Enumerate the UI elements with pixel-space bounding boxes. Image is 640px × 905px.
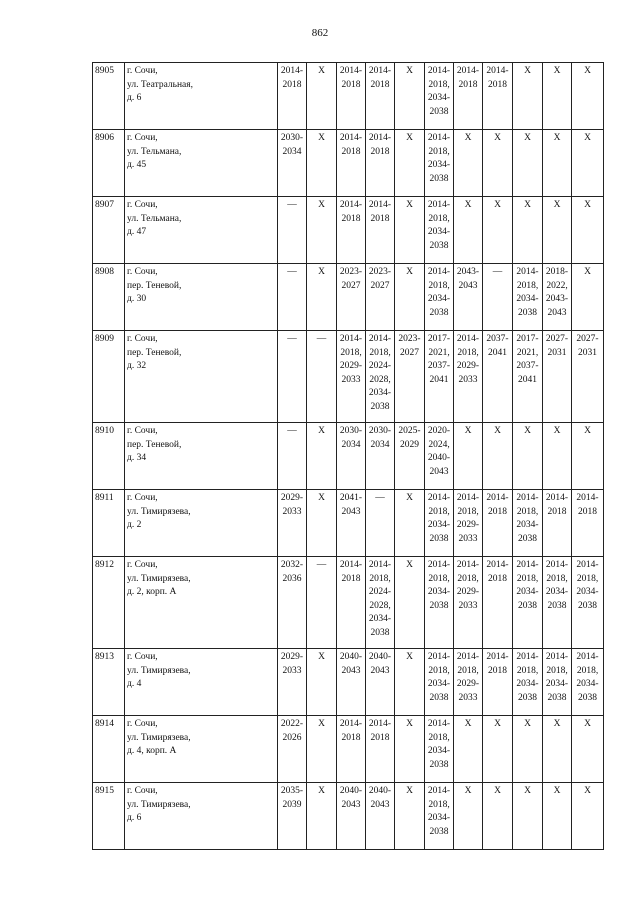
address-line: д. 2, корп. А	[127, 587, 177, 597]
period-cell: 2014- 2018	[543, 490, 572, 557]
period-cell: 2037- 2041	[483, 331, 513, 423]
table-row	[93, 423, 604, 490]
address-line: г. Сочи,	[127, 719, 158, 729]
period-cell: 2014- 2018	[366, 197, 395, 264]
period-cell: X	[454, 716, 483, 783]
period-cell: 2018- 2022, 2043- 2043	[543, 264, 572, 331]
address-line: д. 6	[127, 813, 142, 823]
period-cell: X	[454, 783, 483, 850]
address-cell	[125, 557, 278, 649]
period-cell: 2014- 2018	[572, 490, 604, 557]
period-cell: 2014- 2018, 2034- 2038	[425, 649, 454, 716]
period-cell: X	[543, 63, 572, 130]
address-line: ул. Тимирязева,	[127, 506, 191, 517]
period-cell: X	[454, 197, 483, 264]
period-cell: 2014- 2018, 2034- 2038	[543, 649, 572, 716]
records-body	[93, 63, 604, 850]
address-line: г. Сочи,	[127, 66, 158, 76]
period-cell: X	[395, 490, 425, 557]
table-row	[93, 264, 604, 331]
period-cell: 2014- 2018	[337, 197, 366, 264]
records-table	[92, 62, 604, 850]
period-cell: 2014- 2018	[483, 490, 513, 557]
period-cell: 2027- 2031	[572, 331, 604, 423]
period-cell: 2014- 2018, 2029- 2033	[454, 331, 483, 423]
address-line: г. Сочи,	[127, 267, 158, 277]
address-line: ул. Тимирязева,	[127, 573, 191, 584]
period-cell: 2030- 2034	[278, 130, 307, 197]
period-cell: X	[543, 783, 572, 850]
period-cell: —	[366, 490, 395, 557]
period-cell: X	[513, 130, 543, 197]
period-cell: X	[483, 130, 513, 197]
address-line: д. 4	[127, 679, 142, 689]
record-number: 8907	[93, 197, 125, 264]
address-cell	[125, 490, 278, 557]
period-cell: 2040- 2043	[366, 649, 395, 716]
period-cell: 2014- 2018, 2034- 2038	[513, 490, 543, 557]
period-cell: X	[307, 130, 337, 197]
period-cell: X	[395, 557, 425, 649]
address-line: ул. Тельмана,	[127, 146, 182, 157]
period-cell: —	[278, 423, 307, 490]
record-number: 8915	[93, 783, 125, 850]
address-cell	[125, 783, 278, 850]
period-cell: 2027- 2031	[543, 331, 572, 423]
period-cell: X	[572, 130, 604, 197]
address-line: г. Сочи,	[127, 652, 158, 662]
period-cell: 2014- 2018, 2029- 2033	[454, 649, 483, 716]
address-line: г. Сочи,	[127, 200, 158, 210]
period-cell: 2014- 2018, 2034- 2038	[572, 649, 604, 716]
page-number: 862	[311, 27, 329, 39]
period-cell: 2014- 2018, 2029- 2033	[454, 490, 483, 557]
period-cell: X	[483, 423, 513, 490]
period-cell: X	[543, 716, 572, 783]
period-cell: 2040- 2043	[337, 649, 366, 716]
period-cell: 2043- 2043	[454, 264, 483, 331]
period-cell: X	[572, 783, 604, 850]
address-line: д. 6	[127, 93, 142, 103]
address-line: г. Сочи,	[127, 334, 158, 344]
address-line: ул. Тельмана,	[127, 213, 182, 224]
period-cell: 2023- 2027	[366, 264, 395, 331]
period-cell: X	[483, 197, 513, 264]
period-cell: X	[395, 130, 425, 197]
address-line: д. 47	[127, 227, 147, 237]
table-row	[93, 783, 604, 850]
period-cell: 2014- 2018, 2034- 2038	[425, 63, 454, 130]
period-cell: 2014- 2018, 2034- 2038	[425, 264, 454, 331]
address-cell	[125, 130, 278, 197]
period-cell: 2014- 2018	[337, 557, 366, 649]
record-number: 8908	[93, 264, 125, 331]
period-cell: 2023- 2027	[337, 264, 366, 331]
period-cell: X	[454, 130, 483, 197]
period-cell: X	[395, 716, 425, 783]
address-cell	[125, 716, 278, 783]
address-line: г. Сочи,	[127, 786, 158, 796]
period-cell: —	[278, 197, 307, 264]
period-cell: X	[307, 490, 337, 557]
address-line: д. 2	[127, 520, 142, 530]
period-cell: X	[395, 264, 425, 331]
period-cell: X	[572, 63, 604, 130]
table-row	[93, 197, 604, 264]
period-cell: 2014- 2018	[337, 63, 366, 130]
table-row	[93, 649, 604, 716]
address-cell	[125, 649, 278, 716]
period-cell: X	[572, 423, 604, 490]
record-number: 8914	[93, 716, 125, 783]
period-cell: X	[307, 716, 337, 783]
period-cell: 2014- 2018	[337, 130, 366, 197]
period-cell: X	[513, 197, 543, 264]
period-cell: 2014- 2018, 2034- 2038	[425, 490, 454, 557]
address-line: ул. Тимирязева,	[127, 732, 191, 743]
address-cell	[125, 423, 278, 490]
period-cell: X	[572, 264, 604, 331]
address-line: пер. Теневой,	[127, 347, 182, 358]
period-cell: —	[307, 331, 337, 423]
address-line: д. 4, корп. А	[127, 746, 177, 756]
period-cell: 2014- 2018, 2034- 2038	[513, 264, 543, 331]
period-cell: 2035- 2039	[278, 783, 307, 850]
period-cell: X	[543, 130, 572, 197]
period-cell: 2014- 2018, 2034- 2038	[425, 130, 454, 197]
period-cell: X	[483, 783, 513, 850]
period-cell: —	[278, 264, 307, 331]
period-cell: 2014- 2018, 2029- 2033	[454, 557, 483, 649]
address-line: пер. Теневой,	[127, 439, 182, 450]
table-row	[93, 490, 604, 557]
period-cell: 2023- 2027	[395, 331, 425, 423]
period-cell: 2014- 2018	[483, 63, 513, 130]
period-cell: 2014- 2018, 2034- 2038	[513, 557, 543, 649]
period-cell: 2017- 2021, 2037- 2041	[513, 331, 543, 423]
period-cell: X	[513, 423, 543, 490]
period-cell: X	[307, 264, 337, 331]
period-cell: X	[307, 649, 337, 716]
period-cell: X	[483, 716, 513, 783]
period-cell: 2041- 2043	[337, 490, 366, 557]
address-line: ул. Тимирязева,	[127, 799, 191, 810]
address-line: д. 32	[127, 361, 147, 371]
period-cell: X	[513, 63, 543, 130]
period-cell: 2014- 2018, 2029- 2033	[337, 331, 366, 423]
period-cell: X	[543, 197, 572, 264]
period-cell: X	[572, 197, 604, 264]
period-cell: X	[307, 197, 337, 264]
period-cell: 2014- 2018	[366, 63, 395, 130]
period-cell: —	[278, 331, 307, 423]
period-cell: 2014- 2018	[454, 63, 483, 130]
address-line: г. Сочи,	[127, 426, 158, 436]
period-cell: 2014- 2018, 2024- 2028, 2034- 2038	[366, 557, 395, 649]
period-cell: 2014- 2018, 2034- 2038	[425, 557, 454, 649]
address-line: г. Сочи,	[127, 133, 158, 143]
address-line: пер. Теневой,	[127, 280, 182, 291]
period-cell: X	[395, 197, 425, 264]
address-line: г. Сочи,	[127, 560, 158, 570]
period-cell: 2014- 2018, 2034- 2038	[425, 197, 454, 264]
period-cell: 2020- 2024, 2040- 2043	[425, 423, 454, 490]
period-cell: 2017- 2021, 2037- 2041	[425, 331, 454, 423]
table-row	[93, 63, 604, 130]
period-cell: X	[395, 783, 425, 850]
period-cell: X	[454, 423, 483, 490]
period-cell: 2032- 2036	[278, 557, 307, 649]
period-cell: 2014- 2018	[483, 557, 513, 649]
period-cell: X	[395, 63, 425, 130]
table-row	[93, 130, 604, 197]
address-line: д. 34	[127, 453, 147, 463]
table-row	[93, 331, 604, 423]
period-cell: —	[307, 557, 337, 649]
period-cell: 2014- 2018	[483, 649, 513, 716]
address-line: ул. Театральная,	[127, 79, 194, 90]
period-cell: 2014- 2018, 2034- 2038	[543, 557, 572, 649]
table-row	[93, 716, 604, 783]
address-line: д. 30	[127, 294, 147, 304]
period-cell: 2030- 2034	[366, 423, 395, 490]
address-cell	[125, 197, 278, 264]
period-cell: 2030- 2034	[337, 423, 366, 490]
address-cell	[125, 63, 278, 130]
period-cell: 2029- 2033	[278, 490, 307, 557]
record-number: 8911	[93, 490, 125, 557]
period-cell: X	[395, 649, 425, 716]
record-number: 8913	[93, 649, 125, 716]
period-cell: 2022- 2026	[278, 716, 307, 783]
period-cell: X	[513, 783, 543, 850]
period-cell: 2014- 2018	[366, 716, 395, 783]
period-cell: X	[307, 423, 337, 490]
record-number: 8905	[93, 63, 125, 130]
period-cell: —	[483, 264, 513, 331]
period-cell: 2014- 2018, 2024- 2028, 2034- 2038	[366, 331, 395, 423]
period-cell: 2014- 2018, 2034- 2038	[572, 557, 604, 649]
address-cell	[125, 331, 278, 423]
record-number: 8906	[93, 130, 125, 197]
period-cell: X	[513, 716, 543, 783]
period-cell: 2025- 2029	[395, 423, 425, 490]
address-line: г. Сочи,	[127, 493, 158, 503]
period-cell: 2040- 2043	[337, 783, 366, 850]
period-cell: 2014- 2018	[278, 63, 307, 130]
period-cell: 2014- 2018	[366, 130, 395, 197]
address-line: д. 45	[127, 160, 147, 170]
period-cell: 2029- 2033	[278, 649, 307, 716]
period-cell: 2014- 2018, 2034- 2038	[425, 783, 454, 850]
period-cell: X	[307, 63, 337, 130]
period-cell: X	[307, 783, 337, 850]
period-cell: X	[543, 423, 572, 490]
period-cell: 2014- 2018	[337, 716, 366, 783]
table-row	[93, 557, 604, 649]
record-number: 8910	[93, 423, 125, 490]
period-cell: 2040- 2043	[366, 783, 395, 850]
period-cell: 2014- 2018, 2034- 2038	[513, 649, 543, 716]
address-cell	[125, 264, 278, 331]
period-cell: X	[572, 716, 604, 783]
record-number: 8912	[93, 557, 125, 649]
address-line: ул. Тимирязева,	[127, 665, 191, 676]
record-number: 8909	[93, 331, 125, 423]
period-cell: 2014- 2018, 2034- 2038	[425, 716, 454, 783]
